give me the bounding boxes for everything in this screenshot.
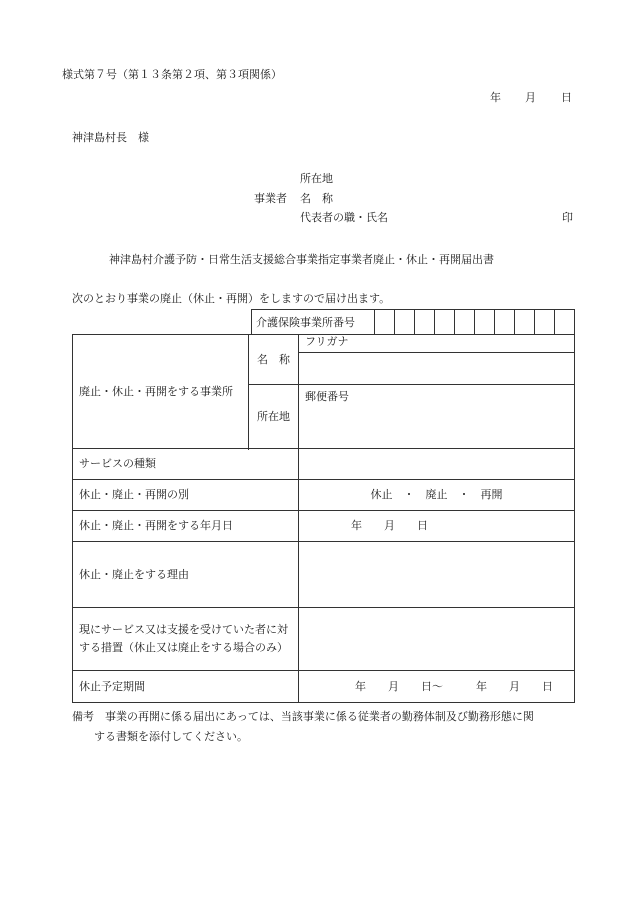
addressee: 神津島村長 様	[72, 131, 149, 144]
reason-field[interactable]	[299, 542, 575, 608]
category-label: 休止・廃止・再開の別	[73, 480, 299, 511]
office-name-label: 名 称	[249, 335, 299, 385]
effective-date-field[interactable]: 年 月 日	[299, 511, 575, 542]
applicant-representative-label: 代表者の職・氏名	[300, 211, 388, 224]
date-day: 日	[561, 91, 572, 104]
suspension-period-field[interactable]: 年 月 日～ 年 月 日	[299, 671, 575, 703]
office-label: 廃止・休止・再開をする事業所	[73, 335, 249, 449]
office-number-cell[interactable]	[435, 310, 455, 335]
service-type-field[interactable]	[299, 449, 575, 480]
furigana-label: フリガナ	[305, 335, 349, 348]
reason-label: 休止・廃止をする理由	[73, 542, 299, 608]
office-number-cell[interactable]	[375, 310, 395, 335]
office-address-label: 所在地	[249, 385, 299, 449]
notes-line2: する書類を添付してください。	[94, 730, 248, 743]
office-number-cell[interactable]	[555, 310, 575, 335]
office-number-cell[interactable]	[535, 310, 555, 335]
applicant-name-label: 名 称	[300, 192, 333, 205]
office-number-label: 介護保険事業所番号	[252, 310, 375, 335]
office-number-cell[interactable]	[415, 310, 435, 335]
seal-mark: 印	[562, 211, 573, 224]
office-number-grid	[251, 309, 575, 335]
measures-field[interactable]	[299, 608, 575, 671]
applicant-role-label: 事業者	[254, 192, 287, 205]
category-options[interactable]: 休止 ・ 廃止 ・ 再開	[299, 480, 575, 511]
notification-form-table	[72, 334, 575, 703]
office-number-cell[interactable]	[515, 310, 535, 335]
suspension-period-label: 休止予定期間	[73, 671, 299, 703]
office-number-cell[interactable]	[495, 310, 515, 335]
date-year: 年	[490, 91, 501, 104]
office-number-cell[interactable]	[455, 310, 475, 335]
office-address-field[interactable]	[299, 385, 575, 449]
date-month: 月	[525, 91, 536, 104]
service-type-label: サービスの種類	[73, 449, 299, 480]
furigana-field[interactable]	[299, 335, 575, 353]
postal-code-label: 郵便番号	[305, 390, 349, 403]
intro-text: 次のとおり事業の廃止（休止・再開）をしますので届け出ます。	[72, 292, 391, 305]
office-name-field[interactable]	[299, 353, 575, 385]
office-number-cell[interactable]	[475, 310, 495, 335]
effective-date-label: 休止・廃止・再開をする年月日	[73, 511, 299, 542]
document-title: 神津島村介護予防・日常生活支援総合事業指定事業者廃止・休止・再開届出書	[109, 253, 494, 266]
office-number-cell[interactable]	[395, 310, 415, 335]
applicant-address-label: 所在地	[300, 172, 333, 185]
notes-line1: 備考 事業の再開に係る届出にあっては、当該事業に係る従業者の勤務体制及び勤務形態に関	[72, 710, 534, 723]
measures-label-line2: する措置（休止又は廃止をする場合のみ）	[79, 641, 288, 654]
form-number: 様式第７号（第１３条第２項、第３項関係）	[62, 68, 282, 81]
measures-label-line1: 現にサービス又は支援を受けていた者に対	[79, 623, 288, 636]
measures-label	[73, 608, 299, 671]
